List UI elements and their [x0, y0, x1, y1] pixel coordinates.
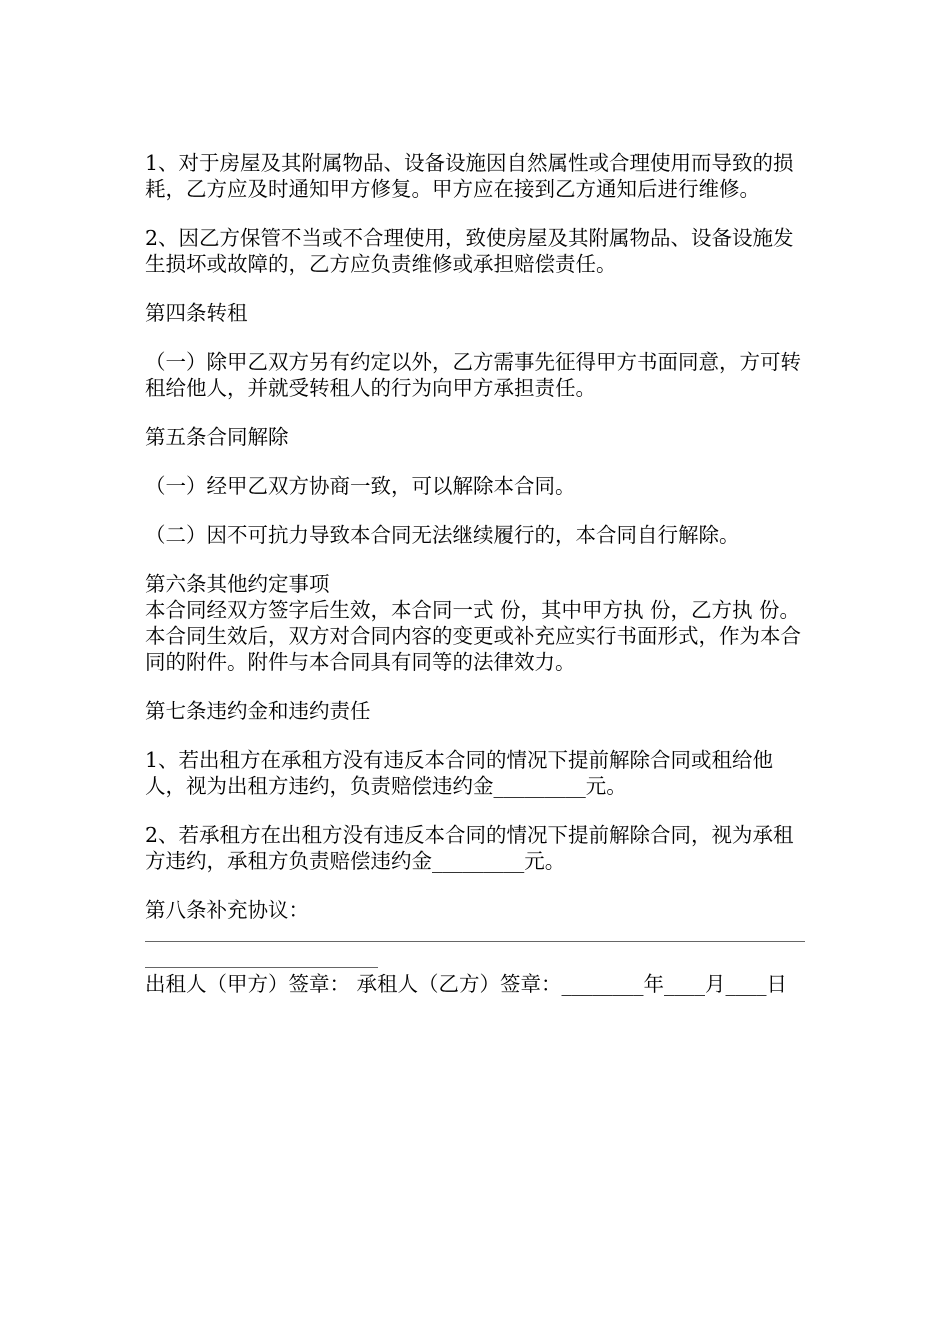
article-6-title: 第六条其他约定事项 — [145, 572, 330, 596]
contract-page — [145, 150, 810, 997]
clause-repair-natural-wear: 1、对于房屋及其附属物品、设备设施因自然属性或合理使用而导致的损耗，乙方应及时通知甲方修复。甲方应在接到乙方通知后进行维修。 — [145, 151, 794, 201]
clause-effective-copies: 本合同经双方签字后生效，本合同一式 份，其中甲方执 份，乙方执 份。 — [145, 598, 801, 622]
clause-lessor-breach: 1、若出租方在承租方没有违反本合同的情况下提前解除合同或租给他人，视为出租方违约，负责赔偿违约金_________元。 — [145, 748, 774, 798]
clause-lessee-breach: 2、若承租方在出租方没有违反本合同的情况下提前解除合同，视为承租方违约，承租方负责赔偿违约金_________元。 — [145, 823, 794, 873]
clause-sublease: （一）除甲乙双方另有约定以外，乙方需事先征得甲方书面同意，方可转租给他人，并就受转租人的行为向甲方承担责任。 — [145, 350, 801, 400]
article-8-title: 第八条补充协议： — [145, 898, 309, 922]
clause-repair-improper-use: 2、因乙方保管不当或不合理使用，致使房屋及其附属物品、设备设施发生损坏或故障的，乙方应负责维修或承担赔偿责任。 — [145, 226, 794, 276]
blank-line-2 — [145, 967, 378, 968]
article-7-title: 第七条违约金和违约责任 — [145, 699, 371, 723]
clause-termination-agreement: （一）经甲乙双方协商一致，可以解除本合同。 — [145, 474, 576, 498]
supplement-blank-lines — [145, 927, 810, 971]
blank-line-1 — [145, 941, 805, 942]
clause-amendments: 本合同生效后，双方对合同内容的变更或补充应实行书面形式，作为本合同的附件。附件与本合同具有同等的法律效力。 — [145, 624, 801, 674]
signature-block: 出租人（甲方）签章： 承租人（乙方）签章：________年____月____日 — [145, 972, 788, 996]
article-5-title: 第五条合同解除 — [145, 425, 289, 449]
clause-termination-force-majeure: （二）因不可抗力导致本合同无法继续履行的，本合同自行解除。 — [145, 523, 740, 547]
article-4-title: 第四条转租 — [145, 301, 248, 325]
